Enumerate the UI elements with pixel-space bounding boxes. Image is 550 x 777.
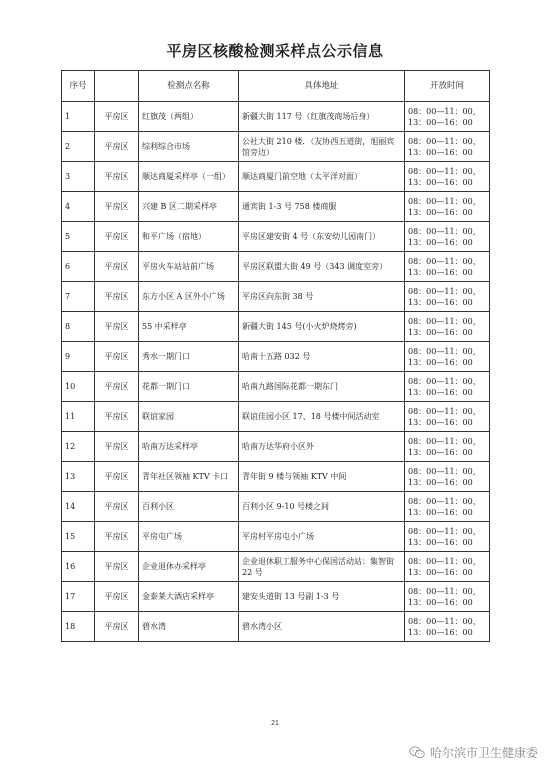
cell-address: 青年街 9 楼与领袖 KTV 中间 xyxy=(239,462,405,492)
header-address: 具体地址 xyxy=(239,71,405,102)
cell-no: 12 xyxy=(62,432,95,462)
cell-no: 6 xyxy=(62,252,95,282)
table-row xyxy=(62,492,490,522)
cell-site-name: 青年社区领袖 KTV 卡口 xyxy=(139,462,239,492)
table-body xyxy=(62,102,490,642)
cell-district: 平房区 xyxy=(95,372,139,402)
header-name: 检测点名称 xyxy=(139,71,239,102)
cell-district: 平房区 xyxy=(95,582,139,612)
cell-address: 哈南十五路 032 号 xyxy=(239,342,405,372)
cell-site-name: 金泰莱大酒店采样亭 xyxy=(139,582,239,612)
table-header-row xyxy=(62,71,490,102)
cell-open-time: 08：00—11：00， 13：00—16：00 xyxy=(405,192,490,222)
cell-no: 5 xyxy=(62,222,95,252)
cell-district: 平房区 xyxy=(95,162,139,192)
cell-address: 顺达商厦门前空地（太平洋对面） xyxy=(239,162,405,192)
cell-district: 平房区 xyxy=(95,462,139,492)
cell-no: 13 xyxy=(62,462,95,492)
cell-address: 哈南九路国际花都一期东门 xyxy=(239,372,405,402)
page-number: 21 xyxy=(271,720,279,727)
header-district xyxy=(95,71,139,102)
cell-site-name: 企业退休办采样亭 xyxy=(139,552,239,582)
cell-open-time: 08：00—11：00， 13：00—16：00 xyxy=(405,552,490,582)
cell-open-time: 08：00—11：00， 13：00—16：00 xyxy=(405,162,490,192)
table-row xyxy=(62,582,490,612)
cell-no: 1 xyxy=(62,102,95,132)
cell-address: 公社大街 210 楼．（友协西五道街，旭丽宾馆旁边） xyxy=(239,132,405,162)
header-no: 序号 xyxy=(62,71,95,102)
cell-no: 7 xyxy=(62,282,95,312)
cell-district: 平房区 xyxy=(95,612,139,642)
cell-no: 9 xyxy=(62,342,95,372)
cell-address: 百利小区 9-10 号楼之间 xyxy=(239,492,405,522)
cell-district: 平房区 xyxy=(95,252,139,282)
page-title: 平房区核酸检测采样点公示信息 xyxy=(166,42,384,60)
cell-site-name: 兴建 B 区二期采样亭 xyxy=(139,192,239,222)
table-row xyxy=(62,222,490,252)
cell-address: 平房区建安街 4 号（东安幼儿园南门） xyxy=(239,222,405,252)
table-row xyxy=(62,432,490,462)
cell-address: 联谊佳园小区 17、18 号楼中间活动室 xyxy=(239,402,405,432)
cell-district: 平房区 xyxy=(95,132,139,162)
cell-no: 18 xyxy=(62,612,95,642)
table-row xyxy=(62,162,490,192)
cell-address: 平房村平房屯小广场 xyxy=(239,522,405,552)
watermark-text: 哈尔滨市卫生健康委 xyxy=(429,746,538,760)
cell-district: 平房区 xyxy=(95,222,139,252)
cell-address: 通宾街 1-3 号 758 楼商服 xyxy=(239,192,405,222)
cell-site-name: 综利综合市场 xyxy=(139,132,239,162)
cell-open-time: 08：00—11：00， 13：00—16：00 xyxy=(405,432,490,462)
cell-open-time: 08：00—11：00， 13：00—16：00 xyxy=(405,222,490,252)
cell-address: 新疆大街 117 号（红旗茂商场后身） xyxy=(239,102,405,132)
cell-district: 平房区 xyxy=(95,492,139,522)
cell-open-time: 08：00—11：00， 13：00—16：00 xyxy=(405,252,490,282)
cell-address: 哈南万达华府小区外 xyxy=(239,432,405,462)
table-row xyxy=(62,612,490,642)
cell-site-name: 红旗茂（两组） xyxy=(139,102,239,132)
cell-no: 4 xyxy=(62,192,95,222)
cell-site-name: 和平广场（宿地） xyxy=(139,222,239,252)
table-row xyxy=(62,282,490,312)
cell-site-name: 碧水湾 xyxy=(139,612,239,642)
cell-address: 碧水湾小区 xyxy=(239,612,405,642)
cell-address: 平房区联盟大街 49 号（343 调度室旁） xyxy=(239,252,405,282)
cell-site-name: 55 中采样亭 xyxy=(139,312,239,342)
cell-district: 平房区 xyxy=(95,102,139,132)
cell-address: 企业退休职工服务中心保国活动站：集智街 22 号 xyxy=(239,552,405,582)
cell-no: 14 xyxy=(62,492,95,522)
table-row xyxy=(62,522,490,552)
table-row xyxy=(62,552,490,582)
cell-open-time: 08：00—11：00， 13：00—16：00 xyxy=(405,402,490,432)
cell-site-name: 哈南万达采样亭 xyxy=(139,432,239,462)
cell-no: 10 xyxy=(62,372,95,402)
cell-no: 8 xyxy=(62,312,95,342)
cell-no: 11 xyxy=(62,402,95,432)
cell-open-time: 08：00—11：00， 13：00—16：00 xyxy=(405,582,490,612)
cell-site-name: 东方小区 A 区外小广场 xyxy=(139,282,239,312)
cell-site-name: 平房屯广场 xyxy=(139,522,239,552)
cell-open-time: 08：00—11：00， 13：00—16：00 xyxy=(405,492,490,522)
cell-district: 平房区 xyxy=(95,552,139,582)
cell-open-time: 08：00—11：00， 13：00—16：00 xyxy=(405,282,490,312)
cell-address: 新疆大街 145 号(小火炉烧烤旁) xyxy=(239,312,405,342)
table-row xyxy=(62,252,490,282)
table-row xyxy=(62,132,490,162)
cell-site-name: 秀水一期门口 xyxy=(139,342,239,372)
table-row xyxy=(62,372,490,402)
table-row xyxy=(62,192,490,222)
cell-address: 平房区向东街 38 号 xyxy=(239,282,405,312)
cell-open-time: 08：00—11：00， 13：00—16：00 xyxy=(405,102,490,132)
cell-open-time: 08：00—11：00， 13：00—16：00 xyxy=(405,462,490,492)
wechat-icon xyxy=(409,746,425,759)
header-time: 开放时间 xyxy=(405,71,490,102)
table-row xyxy=(62,342,490,372)
table-row xyxy=(62,402,490,432)
cell-district: 平房区 xyxy=(95,432,139,462)
cell-open-time: 08：00—11：00， 13：00—16：00 xyxy=(405,312,490,342)
cell-no: 3 xyxy=(62,162,95,192)
table-row xyxy=(62,102,490,132)
cell-district: 平房区 xyxy=(95,192,139,222)
cell-district: 平房区 xyxy=(95,312,139,342)
cell-no: 17 xyxy=(62,582,95,612)
cell-open-time: 08：00—11：00， 13：00—16：00 xyxy=(405,342,490,372)
cell-site-name: 联谊家园 xyxy=(139,402,239,432)
cell-site-name: 平房火车站站前广场 xyxy=(139,252,239,282)
table-row xyxy=(62,312,490,342)
cell-address: 建安头道街 13 号副 1-3 号 xyxy=(239,582,405,612)
cell-site-name: 顺达商厦采样亭（一组） xyxy=(139,162,239,192)
cell-open-time: 08：00—11：00， 13：00—16：00 xyxy=(405,372,490,402)
cell-open-time: 08：00—11：00， 13：00—16：00 xyxy=(405,522,490,552)
cell-site-name: 花都一期门口 xyxy=(139,372,239,402)
cell-district: 平房区 xyxy=(95,402,139,432)
cell-district: 平房区 xyxy=(95,342,139,372)
cell-site-name: 百利小区 xyxy=(139,492,239,522)
cell-district: 平房区 xyxy=(95,522,139,552)
cell-open-time: 08：00—11：00， 13：00—16：00 xyxy=(405,612,490,642)
cell-no: 16 xyxy=(62,552,95,582)
cell-open-time: 08：00—11：00， 13：00—16：00 xyxy=(405,132,490,162)
cell-district: 平房区 xyxy=(95,282,139,312)
table-row xyxy=(62,462,490,492)
cell-no: 2 xyxy=(62,132,95,162)
sampling-sites-table xyxy=(61,70,490,642)
wechat-watermark xyxy=(409,744,538,761)
cell-no: 15 xyxy=(62,522,95,552)
